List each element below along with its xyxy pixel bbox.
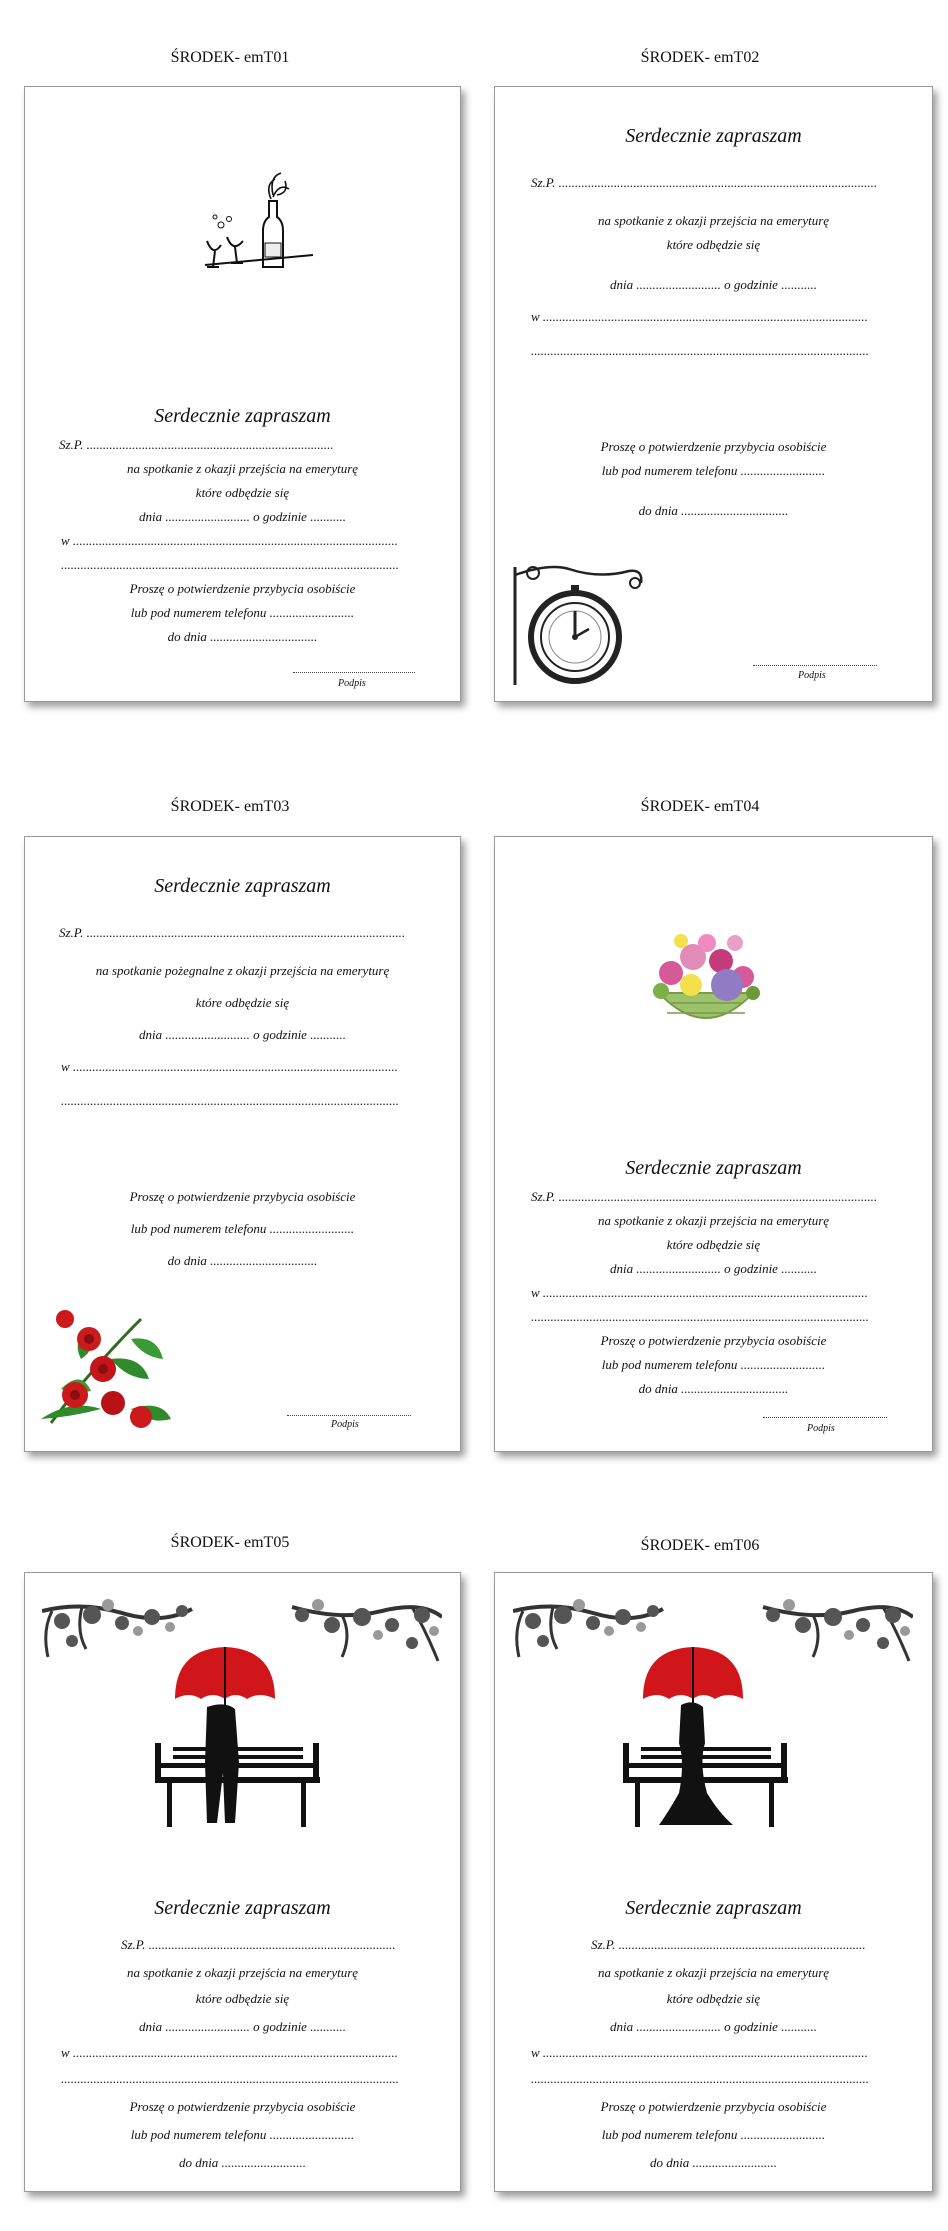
phone-line: lub pod numerem telefonu .......................... (601, 463, 826, 478)
occasion-text: na spotkanie z okazji przejścia na emeryturę (597, 1965, 830, 1980)
card-title: ŚRODEK- emT06 (640, 1537, 760, 1554)
invitation-card-emT05 (24, 1572, 461, 2192)
card-title: ŚRODEK- emT01 (170, 49, 290, 66)
deadline-line: do dnia .......................... (178, 2155, 307, 2170)
deadline-line: do dnia ................................. (638, 503, 789, 518)
recipient-line: Sz.P. ............................................................................ (121, 1937, 396, 1952)
confirm-text: Proszę o potwierdzenie przybycia osobiście (129, 1189, 356, 1204)
invitation-card-emT03 (24, 836, 461, 1452)
champagne-icon (185, 171, 325, 281)
place-line-2: ........................................................................................................ (61, 1093, 399, 1108)
date-time-line: dnia .......................... o godzinie ........... (610, 2019, 817, 2034)
invitation-card-emT01 (24, 86, 461, 702)
place-line: w .................................................................................................... (531, 1285, 868, 1300)
street-clock-icon (509, 557, 649, 687)
deadline-line: do dnia ................................. (167, 629, 318, 644)
date-time-line: dnia .......................... o godzinie ........... (139, 2019, 346, 2034)
recipient-line: Sz.P. ............................................................................ (591, 1937, 866, 1952)
place-line: w .................................................................................................... (531, 309, 868, 324)
phone-line: lub pod numerem telefonu .......................... (130, 2127, 355, 2142)
place-line-2: ........................................................................................................ (61, 557, 399, 572)
signature-label: Podpis (798, 670, 826, 681)
flower-basket-icon (631, 913, 781, 1043)
recipient-line: Sz.P. .................................................................................................. (531, 1189, 878, 1204)
woman-umbrella-icon (623, 1643, 793, 1833)
signature-line (287, 1415, 411, 1416)
phone-line: lub pod numerem telefonu .......................... (130, 1221, 355, 1236)
place-line-2: ........................................................................................................ (531, 1309, 869, 1324)
place-line: w .................................................................................................... (531, 2045, 868, 2060)
roses-icon (31, 1299, 181, 1439)
occasion-text: na spotkanie z okazji przejścia na emeryturę (597, 213, 830, 228)
recipient-line: Sz.P. .................................................................................................. (59, 925, 406, 940)
place-line-2: ........................................................................................................ (531, 343, 869, 358)
date-time-line: dnia .......................... o godzinie ........... (610, 1261, 817, 1276)
event-text: które odbędzie się (195, 995, 290, 1010)
heading: Serdecznie zapraszam (154, 405, 331, 427)
signature-label: Podpis (338, 678, 366, 689)
card-title: ŚRODEK- emT04 (640, 798, 760, 815)
invitation-card-emT04 (494, 836, 933, 1452)
date-time-line: dnia .......................... o godzinie ........... (139, 509, 346, 524)
signature-label: Podpis (807, 1423, 835, 1434)
confirm-text: Proszę o potwierdzenie przybycia osobiście (600, 439, 827, 454)
heading: Serdecznie zapraszam (154, 1897, 331, 1919)
heading: Serdecznie zapraszam (154, 875, 331, 897)
date-time-line: dnia .......................... o godzinie ........... (610, 277, 817, 292)
recipient-line: Sz.P. ............................................................................ (59, 437, 334, 452)
recipient-line: Sz.P. .................................................................................................. (531, 175, 878, 190)
occasion-text: na spotkanie z okazji przejścia na emeryturę (126, 1965, 359, 1980)
deadline-line: do dnia ................................. (638, 1381, 789, 1396)
event-text: które odbędzie się (666, 1991, 761, 2006)
occasion-text: na spotkanie z okazji przejścia na emeryturę (126, 461, 359, 476)
card-title: ŚRODEK- emT02 (640, 49, 760, 66)
deadline-line: do dnia .......................... (649, 2155, 778, 2170)
signature-line (753, 665, 877, 666)
signature-label: Podpis (331, 1419, 359, 1430)
invitation-card-emT02 (494, 86, 933, 702)
confirm-text: Proszę o potwierdzenie przybycia osobiście (129, 581, 356, 596)
place-line: w .................................................................................................... (61, 533, 398, 548)
date-time-line: dnia .......................... o godzinie ........... (139, 1027, 346, 1042)
event-text: które odbędzie się (666, 1237, 761, 1252)
confirm-text: Proszę o potwierdzenie przybycia osobiście (129, 2099, 356, 2114)
confirm-text: Proszę o potwierdzenie przybycia osobiście (600, 2099, 827, 2114)
card-title: ŚRODEK- emT05 (170, 1534, 290, 1551)
invitation-card-emT06 (494, 1572, 933, 2192)
heading: Serdecznie zapraszam (625, 1897, 802, 1919)
event-text: które odbędzie się (195, 1991, 290, 2006)
occasion-text: na spotkanie z okazji przejścia na emeryturę (597, 1213, 830, 1228)
phone-line: lub pod numerem telefonu .......................... (130, 605, 355, 620)
place-line: w .................................................................................................... (61, 2045, 398, 2060)
phone-line: lub pod numerem telefonu .......................... (601, 1357, 826, 1372)
man-umbrella-icon (155, 1643, 325, 1833)
event-text: które odbędzie się (195, 485, 290, 500)
place-line: w .................................................................................................... (61, 1059, 398, 1074)
confirm-text: Proszę o potwierdzenie przybycia osobiście (600, 1333, 827, 1348)
heading: Serdecznie zapraszam (625, 125, 802, 147)
occasion-text: na spotkanie pożegnalne z okazji przejścia na emeryturę (95, 963, 390, 978)
heading: Serdecznie zapraszam (625, 1157, 802, 1179)
card-title: ŚRODEK- emT03 (170, 798, 290, 815)
deadline-line: do dnia ................................. (167, 1253, 318, 1268)
signature-line (763, 1417, 887, 1418)
place-line-2: ........................................................................................................ (61, 2071, 399, 2086)
place-line-2: ........................................................................................................ (531, 2071, 869, 2086)
phone-line: lub pod numerem telefonu .......................... (601, 2127, 826, 2142)
signature-line (293, 672, 415, 673)
event-text: które odbędzie się (666, 237, 761, 252)
